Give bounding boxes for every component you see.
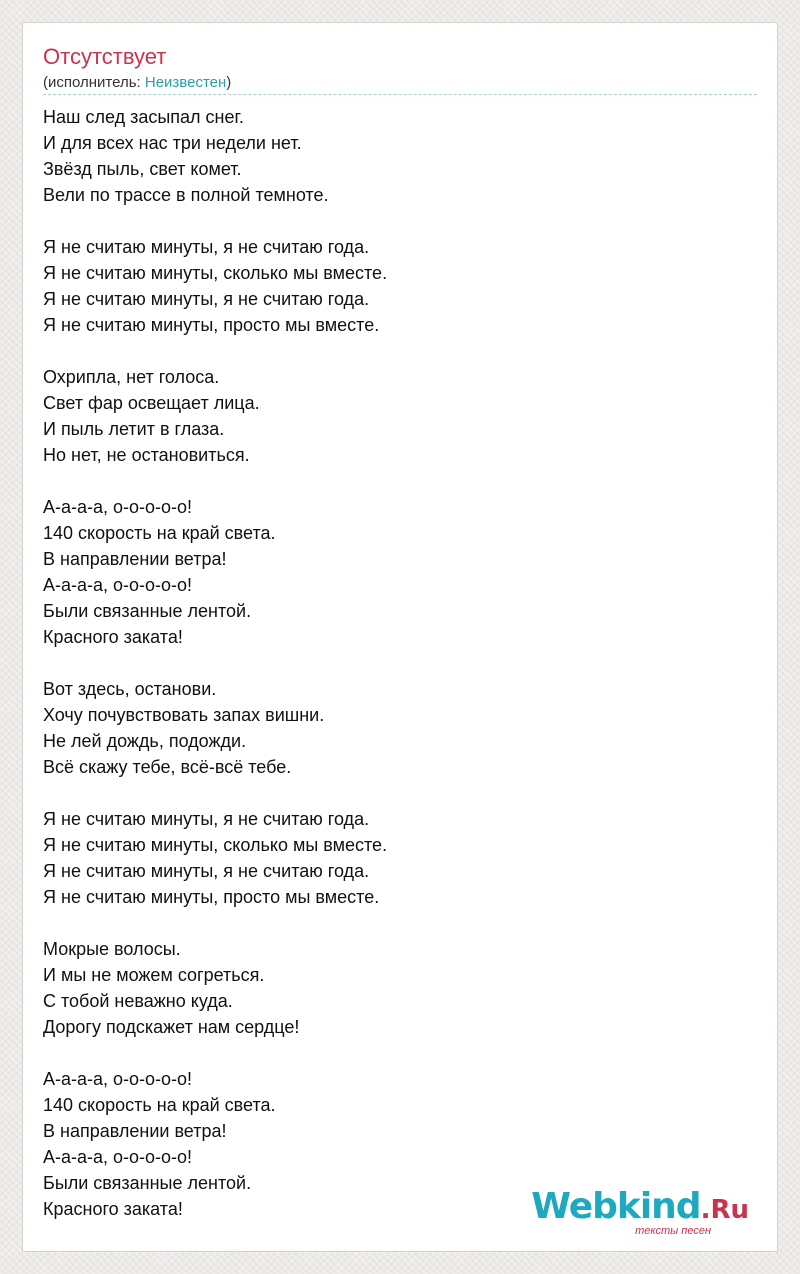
song-title: Отсутствует: [43, 44, 167, 69]
lyric-line: А-а-а-а, о-о-о-о-о!: [43, 1069, 193, 1089]
lyric-line: Дорогу подскажет нам сердце!: [43, 1017, 300, 1037]
lyrics-card: [22, 22, 778, 1252]
lyric-line: Я не считаю минуты, просто мы вместе.: [43, 887, 380, 907]
lyric-line: Красного заката!: [43, 1199, 183, 1219]
lyric-line: Но нет, не остановиться.: [43, 445, 250, 465]
lyric-line: Не лей дождь, подожди.: [43, 731, 247, 751]
lyric-line: Были связанные лентой.: [43, 1173, 252, 1193]
stanza-break: [43, 650, 743, 676]
lyric-line: Я не считаю минуты, просто мы вместе.: [43, 315, 380, 335]
lyric-line: Были связанные лентой.: [43, 601, 252, 621]
lyric-line: Охрипла, нет голоса.: [43, 367, 220, 387]
lyric-line: Свет фар освещает лица.: [43, 393, 260, 413]
lyric-line: Я не считаю минуты, я не считаю года.: [43, 861, 370, 881]
lyrics-text: [43, 104, 743, 1222]
artist-prefix: (исполнитель:: [43, 74, 145, 91]
lyric-line: 140 скорость на край света.: [43, 523, 276, 543]
stanza-break: [43, 780, 743, 806]
logo-tagline: тексты песен: [635, 1225, 711, 1237]
lyric-line: Красного заката!: [43, 627, 183, 647]
lyric-line: Вот здесь, останови.: [43, 679, 217, 699]
lyric-line: Я не считаю минуты, я не считаю года.: [43, 289, 370, 309]
lyric-line: Звёзд пыль, свет комет.: [43, 159, 242, 179]
lyric-line: А-а-а-а, о-о-о-о-о!: [43, 1147, 193, 1167]
artist-line: [43, 74, 231, 92]
stanza-break: [43, 1040, 743, 1066]
lyric-line: Я не считаю минуты, я не считаю года.: [43, 237, 370, 257]
lyric-line: Я не считаю минуты, сколько мы вместе.: [43, 263, 388, 283]
stanza-break: [43, 338, 743, 364]
lyric-line: Мокрые волосы.: [43, 939, 181, 959]
lyric-line: Вели по трассе в полной темноте.: [43, 185, 329, 205]
lyric-line: Я не считаю минуты, я не считаю года.: [43, 809, 370, 829]
lyric-line: Хочу почувствовать запах вишни.: [43, 705, 325, 725]
artist-suffix: ): [226, 74, 232, 91]
lyric-line: И мы не можем согреться.: [43, 965, 265, 985]
stanza-break: [43, 208, 743, 234]
logo-tld: .Ru: [700, 1195, 749, 1225]
artist-link[interactable]: Неизвестен: [144, 74, 227, 91]
site-logo[interactable]: [531, 1186, 749, 1237]
lyric-line: А-а-а-а, о-о-о-о-о!: [43, 497, 193, 517]
stanza-break: [43, 468, 743, 494]
logo-wordmark: [531, 1186, 749, 1228]
stanza-break: [43, 910, 743, 936]
logo-name: Webkind: [531, 1186, 701, 1227]
lyric-line: А-а-а-а, о-о-о-о-о!: [43, 575, 193, 595]
lyric-line: Я не считаю минуты, сколько мы вместе.: [43, 835, 388, 855]
lyric-line: Наш след засыпал снег.: [43, 107, 244, 127]
lyric-line: В направлении ветра!: [43, 549, 227, 569]
lyric-line: В направлении ветра!: [43, 1121, 227, 1141]
title-divider: [43, 94, 757, 95]
lyric-line: И для всех нас три недели нет.: [43, 133, 302, 153]
lyric-line: 140 скорость на край света.: [43, 1095, 276, 1115]
lyric-line: С тобой неважно куда.: [43, 991, 233, 1011]
lyric-line: И пыль летит в глаза.: [43, 419, 225, 439]
lyric-line: Всё скажу тебе, всё-всё тебе.: [43, 757, 292, 777]
